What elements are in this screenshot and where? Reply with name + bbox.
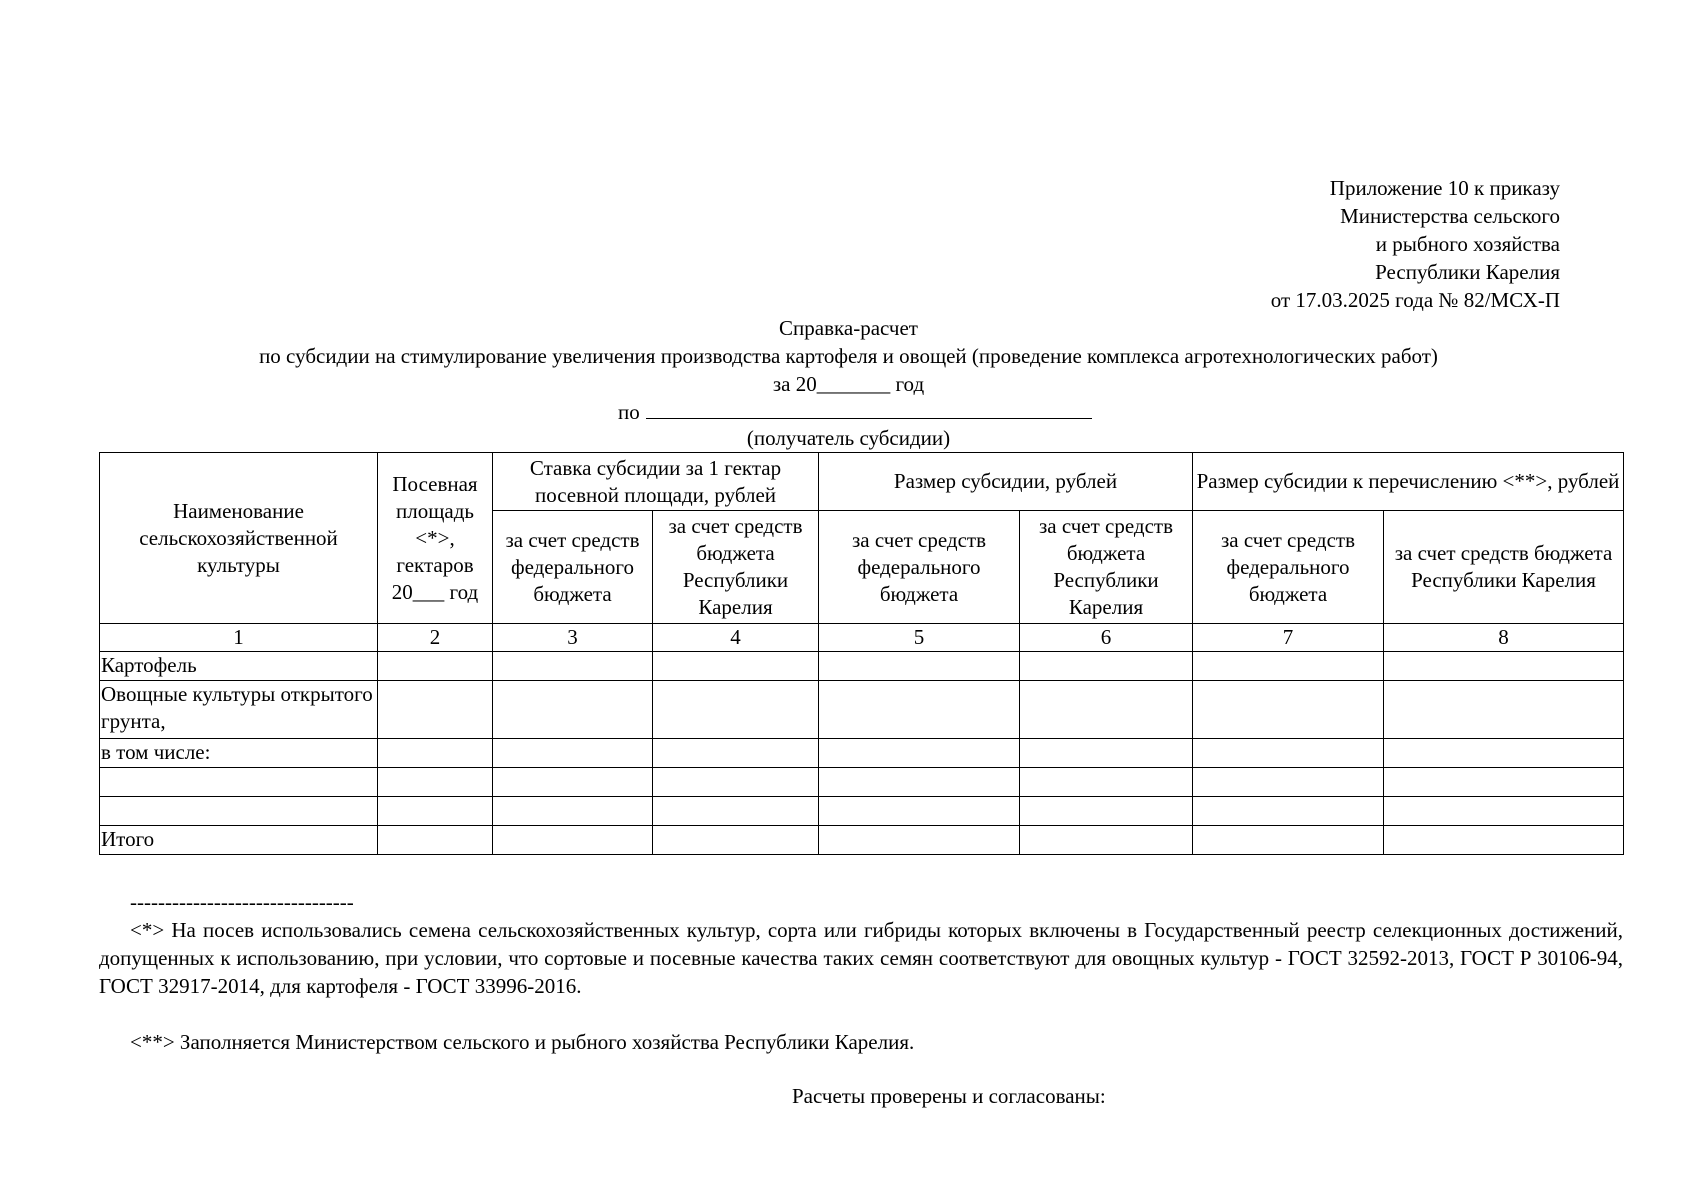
header-transfer-federal: за счет средств федерального бюджета — [1193, 511, 1384, 624]
header-transfer-regional: за счет средств бюджета Республики Карелия — [1384, 511, 1624, 624]
table-cell[interactable] — [1384, 768, 1624, 797]
table-cell[interactable] — [1020, 652, 1193, 681]
table-row-total — [100, 826, 1624, 855]
table-cell[interactable] — [378, 739, 493, 768]
table-cell[interactable] — [1020, 681, 1193, 739]
table-cell[interactable] — [819, 768, 1020, 797]
column-number: 8 — [1384, 624, 1624, 652]
column-number: 5 — [819, 624, 1020, 652]
header-transfer-group: Размер субсидии к перечислению <**>, рублей — [1193, 453, 1624, 511]
table-row-empty — [100, 797, 1624, 826]
table-cell[interactable] — [1193, 739, 1384, 768]
footnote-2: <**> Заполняется Министерством сельского и рыбного хозяйства Республики Карелия. — [130, 1030, 915, 1054]
footnote-1: <*> На посев использовались семена сельскохозяйственных культур, сорта или гибриды которых включены в Государственный реестр селекционных достижений, допущенных к использованию, при условии, что сортовые и посевные качества таких семян соответствуют для овощных культур - ГОСТ 32592-2013, ГОСТ Р 30106-94, ГОСТ 32917-2014, для картофеля - ГОСТ 33996-2016. — [99, 918, 1623, 998]
table-row-vegetables — [100, 681, 1624, 739]
appendix-line-5: от 17.03.2025 года № 82/МСХ-П — [1270, 288, 1560, 312]
table-cell[interactable] — [819, 739, 1020, 768]
header-crop-name: Наименование сельскохозяйственной культуры — [100, 453, 378, 624]
table-cell[interactable] — [1193, 652, 1384, 681]
year-line: за 20_______ год — [772, 372, 925, 396]
appendix-line-4: Республики Карелия — [1375, 260, 1560, 284]
row-label-vegetables: Овощные культуры открытого грунта, — [100, 681, 378, 739]
calculations-checked-label: Расчеты проверены и согласованы: — [792, 1084, 1106, 1108]
table-cell[interactable] — [1384, 739, 1624, 768]
table-cell[interactable] — [1193, 768, 1384, 797]
header-amount-federal: за счет средств федерального бюджета — [819, 511, 1020, 624]
table-cell[interactable] — [653, 797, 819, 826]
table-row-including — [100, 739, 1624, 768]
title-block — [0, 314, 1697, 398]
calculation-table — [99, 452, 1624, 855]
appendix-line-2: Министерства сельского — [1340, 204, 1560, 228]
table-cell[interactable] — [493, 797, 653, 826]
column-number: 2 — [378, 624, 493, 652]
document-subject: по субсидии на стимулирование увеличения производства картофеля и овощей (проведение комплекса агротехнологических работ) — [259, 344, 1438, 368]
table-cell[interactable] — [378, 652, 493, 681]
table-cell[interactable] — [378, 797, 493, 826]
table-cell[interactable] — [493, 681, 653, 739]
column-number-row — [100, 624, 1624, 652]
row-label-potato: Картофель — [100, 652, 378, 681]
column-number: 7 — [1193, 624, 1384, 652]
table-cell[interactable] — [493, 652, 653, 681]
table-cell[interactable] — [653, 681, 819, 739]
recipient-blank[interactable] — [646, 400, 1092, 419]
table-cell[interactable] — [1384, 681, 1624, 739]
table-cell[interactable] — [378, 681, 493, 739]
footnotes — [99, 888, 1623, 1056]
table-cell[interactable] — [100, 768, 378, 797]
header-amount-regional: за счет средств бюджета Республики Карелия — [1020, 511, 1193, 624]
table-cell[interactable] — [1384, 826, 1624, 855]
column-number: 4 — [653, 624, 819, 652]
table-cell[interactable] — [653, 739, 819, 768]
footnote-separator: -------------------------------- — [130, 890, 354, 914]
table-cell[interactable] — [1384, 652, 1624, 681]
table-cell[interactable] — [378, 768, 493, 797]
table-cell[interactable] — [1020, 768, 1193, 797]
column-number: 3 — [493, 624, 653, 652]
table-cell[interactable] — [378, 826, 493, 855]
header-row-1 — [100, 453, 1624, 511]
table-cell[interactable] — [1020, 739, 1193, 768]
table-cell[interactable] — [1020, 797, 1193, 826]
recipient-prefix: по — [618, 400, 640, 424]
table-row-potato — [100, 652, 1624, 681]
table-cell[interactable] — [1384, 797, 1624, 826]
recipient-caption: (получатель субсидии) — [746, 426, 951, 450]
header-rate-group: Ставка субсидии за 1 гектар посевной площади, рублей — [493, 453, 819, 511]
table-cell[interactable] — [653, 826, 819, 855]
table-cell[interactable] — [1193, 826, 1384, 855]
column-number: 1 — [100, 624, 378, 652]
header-amount-group: Размер субсидии, рублей — [819, 453, 1193, 511]
spacer — [99, 1000, 1623, 1028]
column-number: 6 — [1020, 624, 1193, 652]
appendix-line-1: Приложение 10 к приказу — [1329, 176, 1560, 200]
appendix-block — [1271, 174, 1560, 314]
document-title: Справка-расчет — [779, 316, 918, 340]
table-cell[interactable] — [819, 797, 1020, 826]
header-rate-regional: за счет средств бюджета Республики Карелия — [653, 511, 819, 624]
table-cell[interactable] — [819, 652, 1020, 681]
recipient-line — [618, 398, 1092, 426]
header-rate-federal: за счет средств федерального бюджета — [493, 511, 653, 624]
table-cell[interactable] — [653, 652, 819, 681]
table-cell[interactable] — [493, 739, 653, 768]
table-cell[interactable] — [819, 826, 1020, 855]
table-cell[interactable] — [653, 768, 819, 797]
table-cell[interactable] — [1020, 826, 1193, 855]
table-cell[interactable] — [493, 826, 653, 855]
table-cell[interactable] — [819, 681, 1020, 739]
row-label-total: Итого — [100, 826, 378, 855]
row-label-including: в том числе: — [100, 739, 378, 768]
table-cell[interactable] — [493, 768, 653, 797]
appendix-line-3: и рыбного хозяйства — [1375, 232, 1560, 256]
table-cell[interactable] — [1193, 681, 1384, 739]
table-row-empty — [100, 768, 1624, 797]
header-area: Посевная площадь <*>, гектаров 20___ год — [378, 453, 493, 624]
table-cell[interactable] — [1193, 797, 1384, 826]
table-cell[interactable] — [100, 797, 378, 826]
